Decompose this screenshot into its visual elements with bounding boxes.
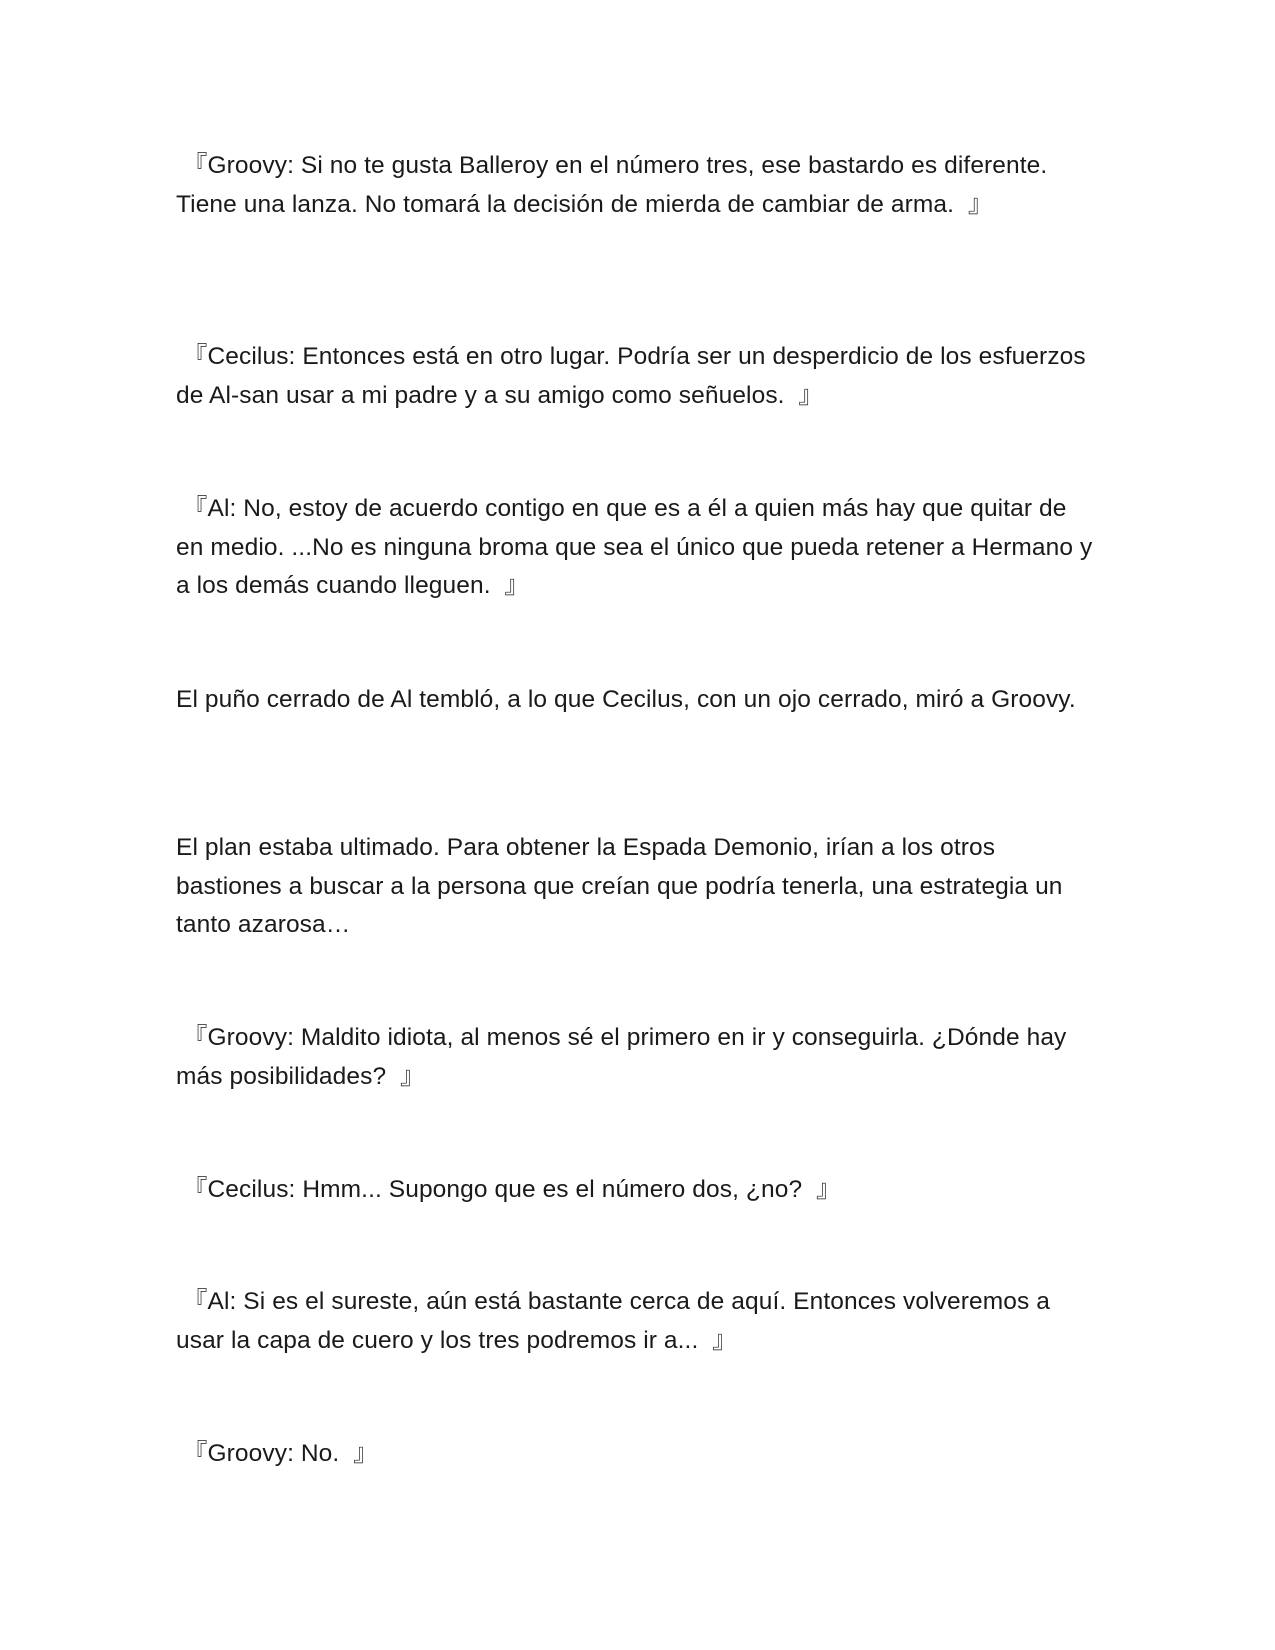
- narration-paragraph: El plan estaba ultimado. Para obtener la Espada Demonio, irían a los otros bastiones a buscar a la persona que creían que podría tenerla, una estrategia un tanto azarosa…: [176, 834, 1063, 938]
- narration-paragraph: El puño cerrado de Al tembló, a lo que Cecilus, con un ojo cerrado, miró a Groovy.: [176, 686, 1076, 713]
- dialogue-paragraph-cecilus: 『Cecilus: Entonces está en otro lugar. Podría ser un desperdicio de los esfuerzos de Al-san usar a mi padre y a su amigo como señuelos. 』: [176, 343, 1086, 409]
- dialogue-paragraph-cecilus: 『Cecilus: Hmm... Supongo que es el número dos, ¿no? 』: [176, 1176, 841, 1203]
- dialogue-paragraph-groovy: 『Groovy: Maldito idiota, al menos sé el primero en ir y conseguirla. ¿Dónde hay más posibilidades? 』: [176, 1024, 1067, 1090]
- dialogue-paragraph-groovy: 『Groovy: No. 』: [176, 1440, 378, 1467]
- dialogue-paragraph-al: 『Al: No, estoy de acuerdo contigo en que es a él a quien más hay que quitar de en medio. ...No es ninguna broma que sea el único que pueda retener a Hermano y a los demás cuando lleguen. 』: [176, 495, 1093, 599]
- dialogue-paragraph-al: 『Al: Si es el sureste, aún está bastante cerca de aquí. Entonces volveremos a usar la capa de cuero y los tres podremos ir a... 』: [176, 1288, 1050, 1354]
- dialogue-paragraph-groovy: 『Groovy: Si no te gusta Balleroy en el número tres, ese bastardo es diferente. Tiene una lanza. No tomará la decisión de mierda de cambiar de arma. 』: [176, 152, 1048, 218]
